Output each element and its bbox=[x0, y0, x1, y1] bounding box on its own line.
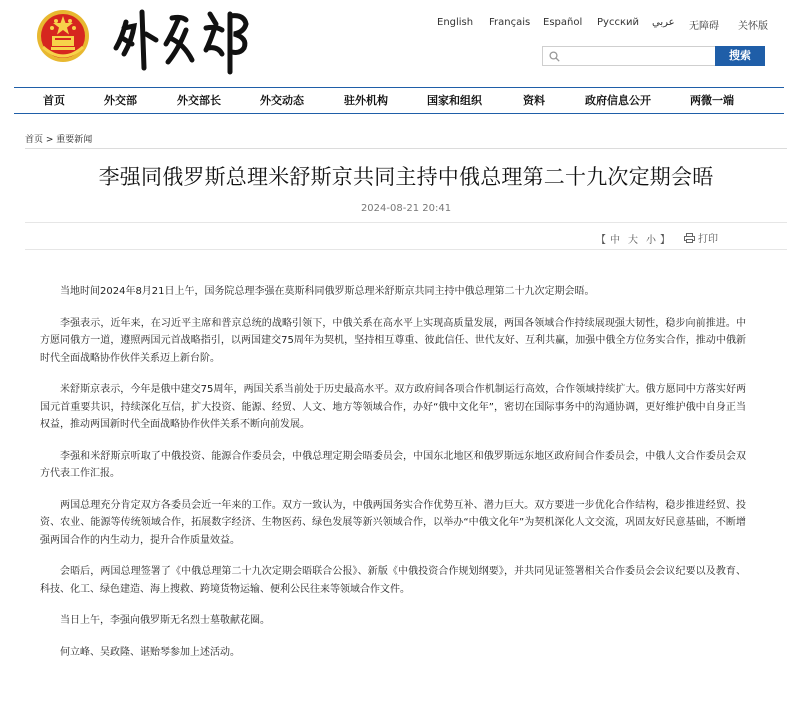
breadcrumb-separator: > bbox=[43, 135, 57, 145]
nav-item-home[interactable]: 首页 bbox=[43, 94, 65, 107]
nav-item-social-media[interactable]: 两微一端 bbox=[690, 94, 734, 107]
nav-item-gov-info[interactable]: 政府信息公开 bbox=[585, 94, 651, 107]
font-size-controls bbox=[596, 231, 670, 246]
print-button[interactable] bbox=[684, 230, 718, 245]
lang-french-link[interactable]: Français bbox=[489, 17, 531, 28]
breadcrumb-home-link[interactable]: 首页 bbox=[25, 135, 44, 145]
lang-russian-link[interactable]: Русский bbox=[597, 17, 639, 28]
lang-english-link[interactable]: English bbox=[437, 17, 474, 28]
font-size-bracket-open: 【 bbox=[596, 235, 606, 246]
article-title: 李强同俄罗斯总理米舒斯京共同主持中俄总理第二十九次定期会晤 bbox=[98, 165, 714, 189]
search-input[interactable] bbox=[565, 49, 711, 63]
nav-item-countries-orgs[interactable]: 国家和组织 bbox=[427, 94, 482, 107]
font-size-large-button[interactable]: 大 bbox=[628, 235, 638, 246]
font-size-small-button[interactable]: 小 bbox=[646, 235, 656, 246]
search-box bbox=[542, 46, 715, 66]
font-size-medium-button[interactable]: 中 bbox=[610, 235, 620, 246]
nav-item-ministry[interactable]: 外交部 bbox=[104, 94, 137, 107]
lang-arabic-link[interactable]: عربي bbox=[652, 17, 675, 28]
publish-date: 2024-08-21 20:41 bbox=[360, 203, 452, 214]
elder-care-link[interactable]: 关怀版 bbox=[738, 21, 768, 32]
article-paragraph: 两国总理充分肯定双方各委员会近一年来的工作。双方一致认为，中俄两国务实合作优势互补、潜力巨大。双方要进一步优化合作结构，稳步推进经贸、投资、农业、能源等传统领域合作，拓展数字经济、生物医药、绿色发展等新兴领域合作，以举办“中俄文化年”为契机深化人文交流，巩固友好民意基础，不断增强两国合作的内生动力，提升合作质量效益。 bbox=[40, 499, 746, 546]
breadcrumb bbox=[25, 132, 92, 145]
nav-item-diplomatic-news[interactable]: 外交动态 bbox=[260, 94, 304, 107]
article-paragraph: 李强和米舒斯京听取了中俄投资、能源合作委员会，中俄总理定期会晤委员会，中国东北地区和俄罗斯远东地区政府间合作委员会，中俄人文合作委员会双方代表工作汇报。 bbox=[40, 450, 746, 479]
nav-item-missions-abroad[interactable]: 驻外机构 bbox=[344, 94, 388, 107]
site-header bbox=[0, 0, 812, 86]
tools-divider bbox=[25, 249, 787, 250]
article-paragraph: 李强表示，近年来，在习近平主席和普京总统的战略引领下，中俄关系在高水平上实现高质量发展，两国各领域合作持续展现强大韧性，稳步向前推进。中方愿同俄方一道，遵照两国元首战略指引，以两国建交75周年为契机，坚持相互尊重、彼此信任、世代友好、互利共赢，加强中俄全方位务实合作，推动中俄新时代全面战略协作伙伴关系迈上新台阶。 bbox=[40, 317, 746, 364]
ministry-calligraphy-logo[interactable] bbox=[112, 4, 264, 78]
article-paragraph: 当地时间2024年8月21日上午，国务院总理李强在莫斯科同俄罗斯总理米舒斯京共同主持中俄总理第二十九次定期会晤。 bbox=[60, 286, 595, 297]
font-size-bracket-close: 】 bbox=[660, 235, 670, 246]
article-paragraph: 米舒斯京表示，今年是俄中建交75周年，两国关系当前处于历史最高水平。双方政府间各项合作机制运行高效，合作领域持续扩大。俄方愿同中方落实好两国元首重要共识，持续深化互信，扩大投资、能源、经贸、人文、地方等领域合作，办好“俄中文化年”，密切在国际事务中的沟通协调，更好维护俄中自身正当权益，推动两国新时代全面战略协作伙伴关系不断向前发展。 bbox=[40, 384, 746, 430]
main-nav bbox=[14, 87, 784, 114]
nav-item-minister[interactable]: 外交部长 bbox=[177, 94, 221, 107]
print-label: 打印 bbox=[698, 234, 718, 245]
article-paragraph: 当日上午，李强向俄罗斯无名烈士墓敬献花圈。 bbox=[60, 615, 270, 626]
accessibility-link[interactable]: 无障碍 bbox=[689, 21, 719, 32]
language-switcher bbox=[0, 17, 812, 31]
search-icon bbox=[549, 51, 560, 62]
breadcrumb-current-link[interactable]: 重要新闻 bbox=[56, 135, 93, 145]
search-button[interactable]: 搜索 bbox=[715, 46, 765, 66]
nav-item-resources[interactable]: 资料 bbox=[523, 94, 545, 107]
printer-icon bbox=[684, 233, 695, 243]
article-body bbox=[40, 283, 746, 675]
lang-spanish-link[interactable]: Español bbox=[543, 17, 583, 28]
breadcrumb-divider bbox=[25, 148, 787, 149]
article-paragraph: 会晤后，两国总理签署了《中俄总理第二十九次定期会晤联合公报》、新版《中俄投资合作规划纲要》，并共同见证签署相关合作委员会会议纪要以及教育、科技、化工、绿色建造、海上搜救、跨境货物运输、便利公民往来等领域合作文件。 bbox=[40, 566, 746, 595]
article-paragraph: 何立峰、吴政隆、谌贻琴参加上述活动。 bbox=[60, 646, 240, 658]
title-divider bbox=[25, 222, 787, 223]
